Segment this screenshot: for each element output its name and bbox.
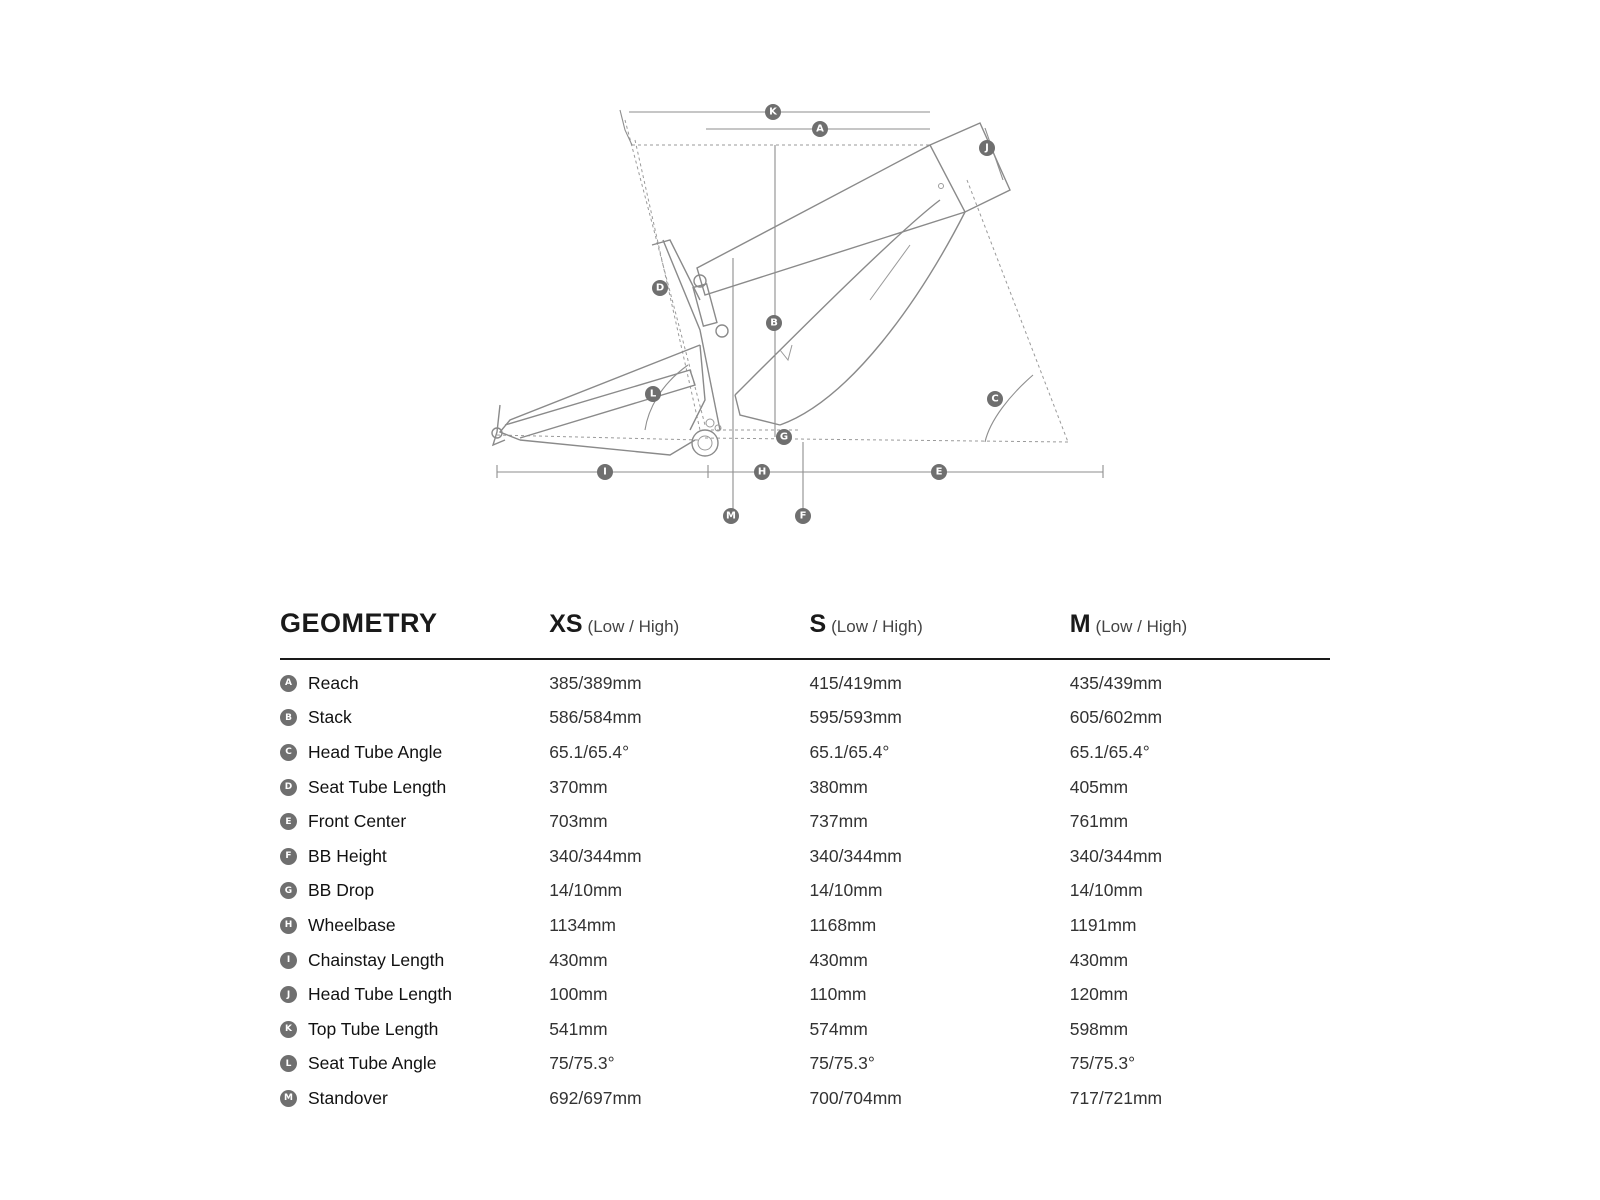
table-row: [280, 908, 1330, 943]
measurement-value: 717/721mm: [1069, 1087, 1163, 1108]
row-badge: L: [280, 1055, 297, 1072]
measurement-value: 380mm: [809, 776, 868, 797]
measurement-value: 737mm: [809, 811, 868, 832]
svg-text:A: A: [816, 123, 824, 135]
measurement-value: 110mm: [809, 984, 867, 1005]
column-header-s: [809, 610, 1069, 639]
measurement-value: 586/584mm: [549, 707, 642, 728]
svg-text:M: M: [726, 510, 736, 522]
row-badge: D: [280, 779, 297, 796]
row-badge: M: [280, 1090, 297, 1107]
svg-text:D: D: [655, 282, 665, 294]
badge-e: [931, 464, 947, 480]
measurement-value: 1168mm: [809, 914, 877, 935]
table-row: [280, 770, 1330, 805]
table-row: [280, 666, 1330, 701]
row-label: [280, 1019, 549, 1040]
measurement-value: 14/10mm: [1069, 880, 1143, 901]
measurement-value: 75/75.3°: [549, 1053, 615, 1074]
measurement-name: Reach: [308, 672, 359, 693]
measurement-value: 370mm: [549, 776, 608, 797]
badge-a: [812, 121, 828, 137]
row-label: [280, 707, 549, 728]
svg-text:F: F: [799, 510, 807, 522]
row-badge: B: [280, 709, 297, 726]
measurement-value: 1134mm: [549, 914, 616, 935]
bike-geometry-diagram: [0, 0, 1600, 560]
measurement-value: 700/704mm: [809, 1087, 902, 1108]
svg-text:C: C: [991, 393, 999, 405]
measurement-value: 574mm: [809, 1018, 868, 1039]
measurement-value: 430mm: [549, 949, 608, 970]
svg-text:E: E: [935, 466, 943, 478]
row-badge: E: [280, 813, 297, 830]
row-label: [280, 742, 549, 763]
badge-l: [645, 386, 661, 402]
row-label: [280, 673, 549, 694]
row-badge: H: [280, 917, 297, 934]
measurement-value: 598mm: [1069, 1018, 1129, 1039]
measurement-value: 340/344mm: [549, 845, 642, 866]
measurement-value: 340/344mm: [809, 845, 902, 866]
row-label: [280, 846, 549, 867]
measurement-value: 430mm: [809, 949, 868, 970]
measurement-value: 75/75.3°: [809, 1053, 875, 1074]
measurement-name: Front Center: [308, 811, 407, 832]
table-row: [280, 1047, 1330, 1082]
badge-c: [987, 391, 1003, 407]
badge-b: [766, 315, 782, 331]
table-body: [280, 666, 1330, 1116]
row-label: [280, 1088, 549, 1109]
measurement-name: Head Tube Angle: [308, 741, 443, 762]
badge-i: [597, 464, 613, 480]
svg-text:H: H: [757, 466, 767, 478]
measurement-name: Standover: [308, 1087, 388, 1108]
measurement-name: Seat Tube Length: [308, 776, 447, 797]
badge-m: [723, 508, 739, 524]
measurement-value: 65.1/65.4°: [809, 741, 890, 762]
svg-text:L: L: [649, 388, 657, 400]
measurement-name: Top Tube Length: [308, 1018, 439, 1039]
row-badge: F: [280, 848, 297, 865]
row-badge: C: [280, 744, 297, 761]
measurement-value: 385/389mm: [549, 672, 642, 693]
geometry-table: [280, 608, 1330, 1116]
measurement-value: 14/10mm: [549, 880, 623, 901]
size-label: S: [809, 610, 827, 638]
table-row: [280, 701, 1330, 736]
dimension-lines: [497, 110, 1103, 520]
measurement-value: 761mm: [1069, 811, 1129, 832]
table-row: [280, 874, 1330, 909]
measurement-value: 100mm: [549, 984, 608, 1005]
badge-k: [765, 104, 781, 120]
table-row: [280, 1081, 1330, 1116]
measurement-value: 605/602mm: [1069, 707, 1163, 728]
measurement-value: 703mm: [549, 811, 608, 832]
measurement-value: 692/697mm: [549, 1087, 642, 1108]
measurement-value: 405mm: [1069, 776, 1129, 797]
svg-text:G: G: [779, 431, 789, 443]
measurement-value: 65.1/65.4°: [1069, 741, 1150, 762]
row-badge: J: [280, 986, 297, 1003]
row-badge: G: [280, 882, 297, 899]
row-label: [280, 950, 549, 971]
row-label: [280, 915, 549, 936]
measurement-name: Wheelbase: [308, 914, 396, 935]
row-label: [280, 984, 549, 1005]
measurement-name: BB Drop: [308, 880, 375, 901]
row-label: [280, 1053, 549, 1074]
measurement-value: 1191mm: [1069, 914, 1137, 935]
measurement-name: Seat Tube Angle: [308, 1053, 437, 1074]
table-row: [280, 735, 1330, 770]
row-badge: A: [280, 675, 297, 692]
measurement-name: Stack: [308, 707, 352, 728]
measurement-value: 595/593mm: [809, 707, 902, 728]
size-sublabel: (Low / High): [1095, 617, 1188, 636]
svg-text:J: J: [985, 142, 989, 154]
measurement-value: 65.1/65.4°: [549, 741, 630, 762]
svg-text:K: K: [769, 106, 777, 118]
reference-lines: [497, 120, 1068, 442]
table-title: GEOMETRY: [280, 608, 438, 638]
badge-d: [652, 280, 668, 296]
table-row: [280, 977, 1330, 1012]
row-badge: K: [280, 1021, 297, 1038]
measurement-value: 435/439mm: [1069, 672, 1163, 693]
measurement-value: 120mm: [1069, 984, 1129, 1005]
measurement-value: 430mm: [1069, 949, 1129, 970]
measurement-value: 340/344mm: [1069, 845, 1163, 866]
size-label: XS: [549, 610, 583, 638]
measurement-value: 75/75.3°: [1069, 1053, 1136, 1074]
measurement-name: Head Tube Length: [308, 984, 453, 1005]
svg-text:B: B: [770, 317, 778, 329]
row-label: [280, 777, 549, 798]
column-header-m: [1070, 610, 1330, 639]
bike-frame: [492, 123, 1010, 456]
size-label: M: [1069, 610, 1091, 638]
table-header: [280, 608, 1330, 660]
measurement-name: Chainstay Length: [308, 949, 445, 970]
table-row: [280, 804, 1330, 839]
measurement-value: 541mm: [549, 1018, 608, 1039]
badge-h: [754, 464, 770, 480]
table-row: [280, 943, 1330, 978]
row-badge: I: [280, 952, 297, 969]
table-row: [280, 839, 1330, 874]
size-sublabel: (Low / High): [831, 617, 923, 636]
column-header-xs: [549, 610, 809, 639]
measurement-value: 14/10mm: [809, 880, 883, 901]
row-label: [280, 811, 549, 832]
measurement-name: BB Height: [308, 845, 387, 866]
size-sublabel: (Low / High): [587, 617, 680, 636]
row-label: [280, 880, 549, 901]
table-row: [280, 1012, 1330, 1047]
measurement-value: 415/419mm: [809, 672, 902, 693]
badge-f: [795, 508, 811, 524]
badge-g: [776, 429, 792, 445]
svg-text:I: I: [603, 466, 607, 478]
badge-j: [979, 140, 995, 156]
